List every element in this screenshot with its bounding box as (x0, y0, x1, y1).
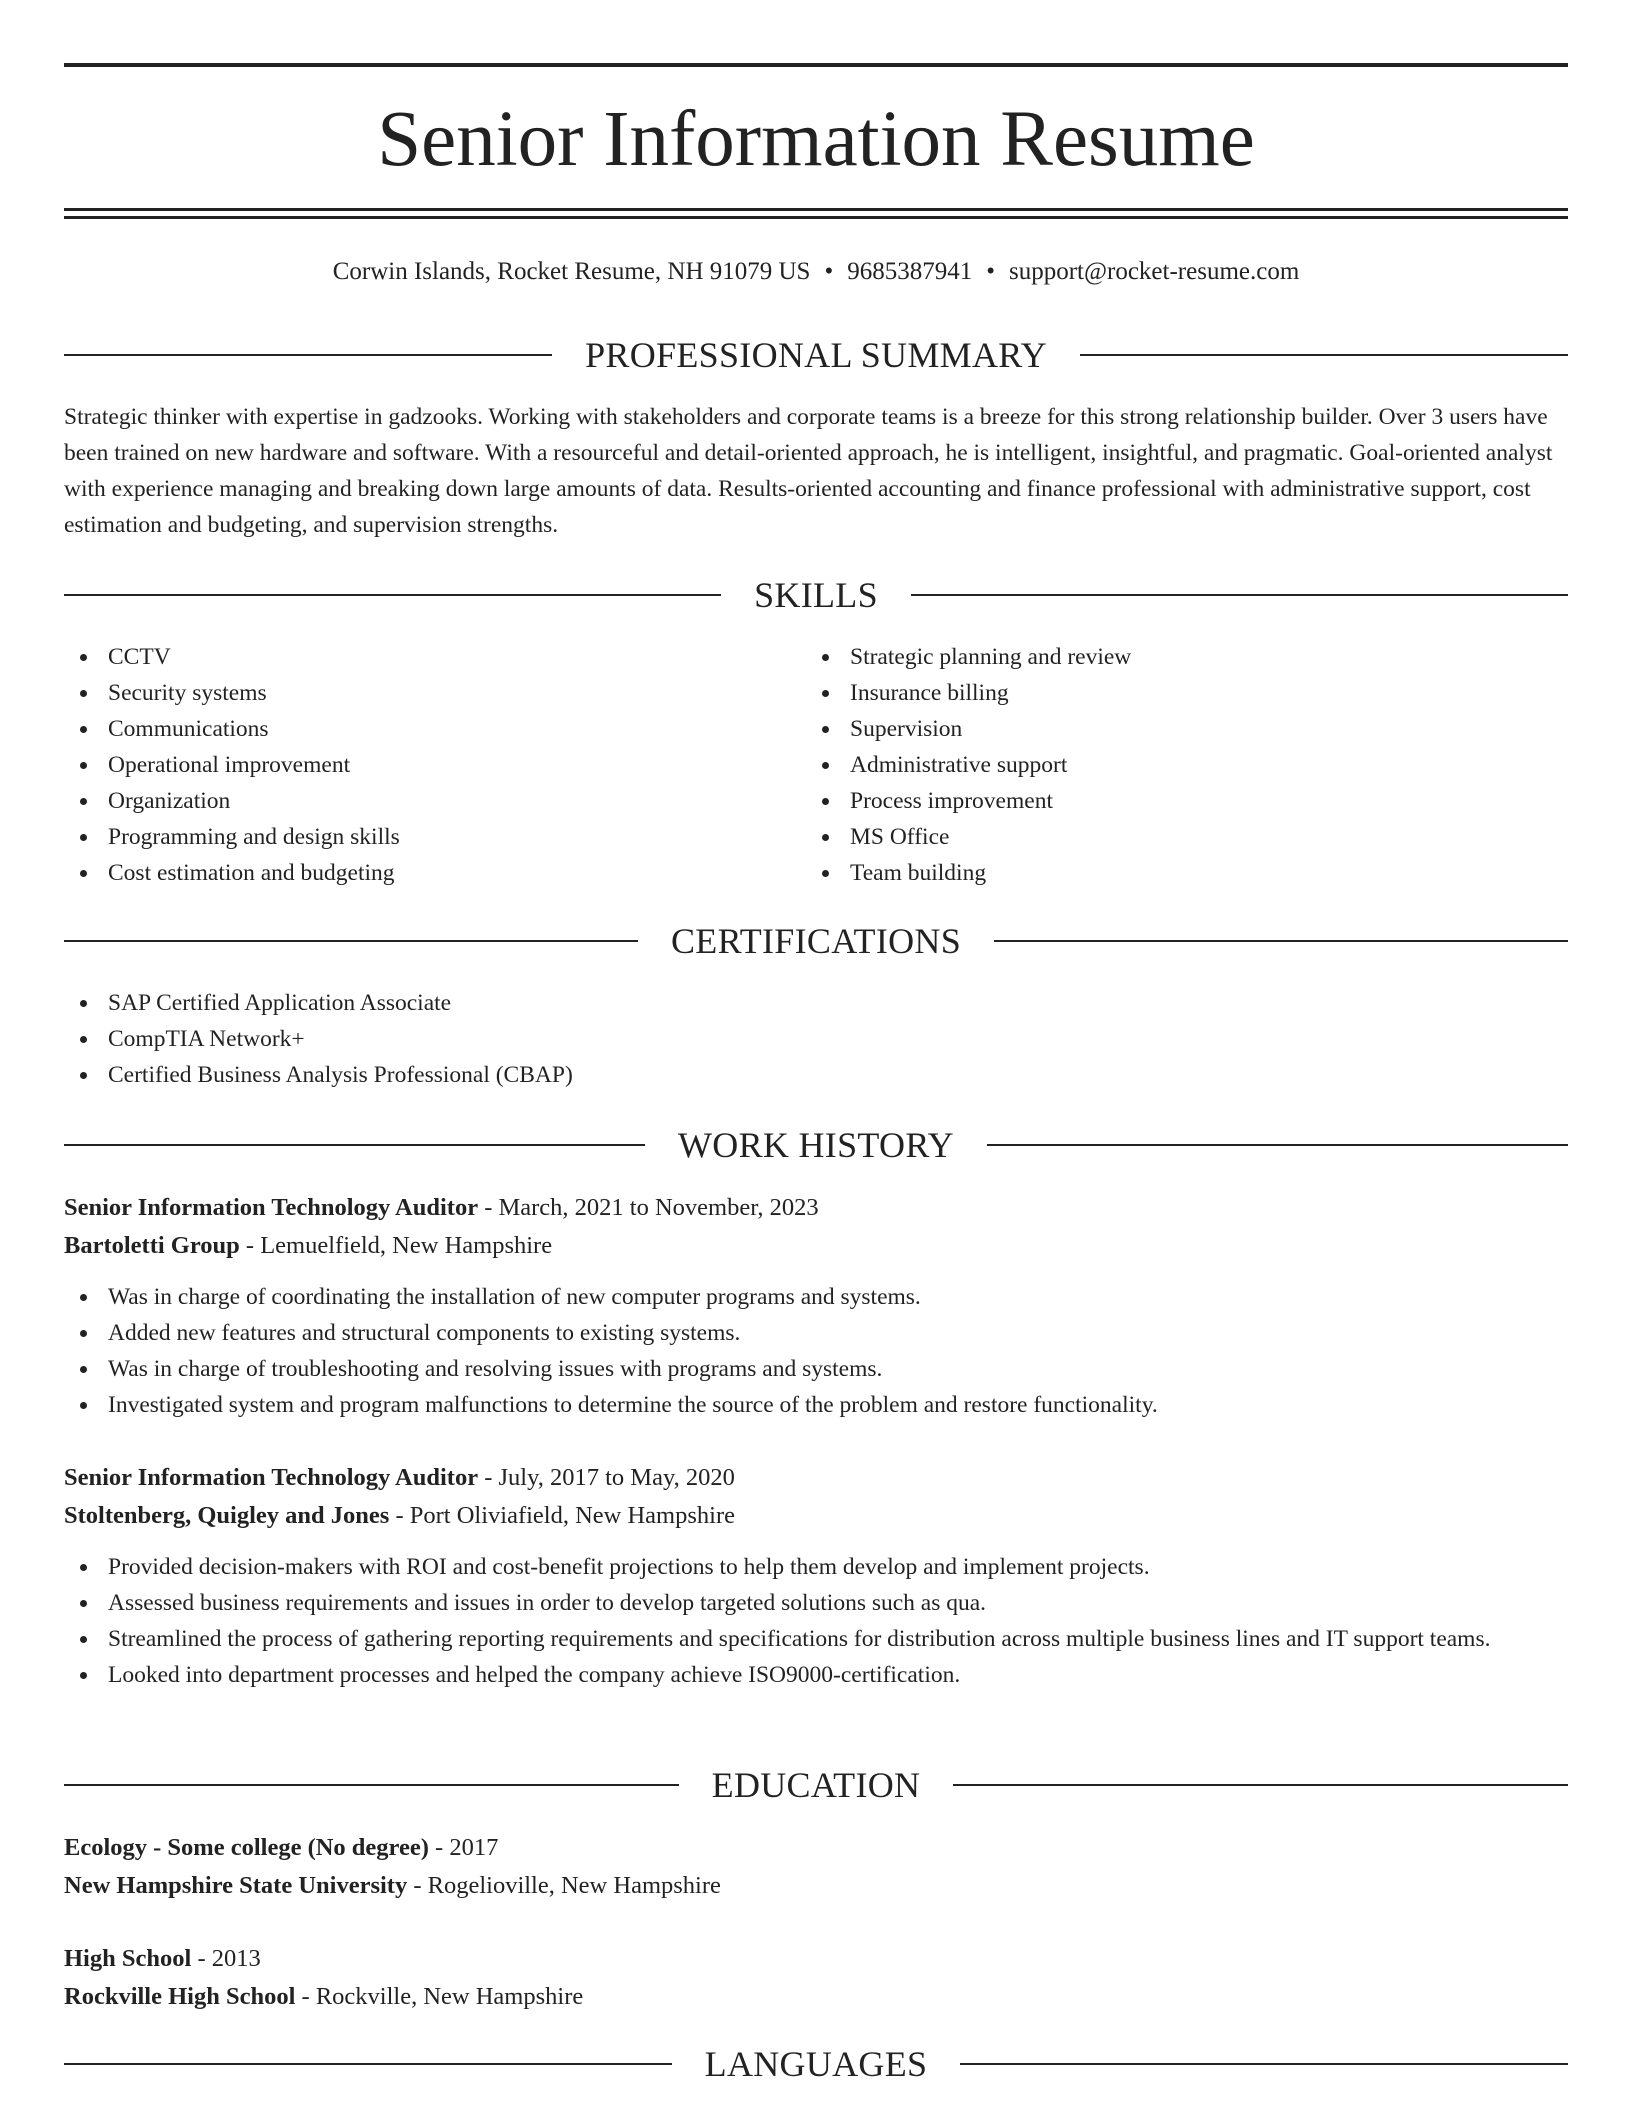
languages-section-heading (64, 2042, 1568, 2086)
job-bullet: Assessed business requirements and issues in order to develop targeted solutions such as qua. (64, 1585, 1568, 1621)
job-company: Stoltenberg, Quigley and Jones (64, 1502, 390, 1529)
job-bullet: Provided decision-makers with ROI and cost-benefit projections to help them develop and implement projects. (64, 1549, 1568, 1585)
job-bullets (64, 1279, 1568, 1423)
job-bullet: Streamlined the process of gathering reporting requirements and specifications for distribution across multiple business lines and IT support teams. (64, 1621, 1568, 1657)
job-title-line (64, 1189, 1568, 1227)
education-year: - 2017 (428, 1834, 499, 1861)
certifications-list (64, 985, 1568, 1093)
resume-title: Senior Information Resume (377, 96, 1255, 183)
education-school: Rockville High School (64, 1983, 296, 2010)
skill-item: Team building (806, 855, 1566, 891)
languages-heading-label: LANGUAGES (704, 2044, 928, 2084)
heading-rule (960, 2063, 1568, 2065)
education-degree: Ecology - Some college (No degree) (64, 1834, 429, 1861)
education-entry (64, 1829, 1568, 1905)
job-bullet: Was in charge of troubleshooting and resolving issues with programs and systems. (64, 1351, 1568, 1387)
skill-item: Strategic planning and review (806, 639, 1566, 675)
heading-rule (64, 594, 721, 596)
skills-heading-label: SKILLS (754, 575, 878, 615)
education-degree-line (64, 1829, 1568, 1867)
job-company: Bartoletti Group (64, 1232, 240, 1259)
job-bullets (64, 1549, 1568, 1693)
skills-section-heading (64, 573, 1568, 617)
heading-rule (1080, 354, 1568, 356)
heading-rule (911, 594, 1568, 596)
education-degree: High School (64, 1945, 192, 1972)
education-section-heading (64, 1763, 1568, 1807)
job-dates: - July, 2017 to May, 2020 (478, 1464, 735, 1491)
job-company-line (64, 1497, 1568, 1535)
job-entry (64, 1459, 1568, 1693)
contact-address: Corwin Islands, Rocket Resume, NH 91079 US (332, 258, 811, 285)
heading-rule (64, 354, 552, 356)
contact-line (64, 254, 1568, 290)
education-year: - 2013 (191, 1945, 261, 1972)
skill-item: CCTV (64, 639, 794, 675)
job-location: - Lemuelfield, New Hampshire (239, 1232, 553, 1259)
contact-email: support@rocket-resume.com (1008, 258, 1300, 285)
certification-item: SAP Certified Application Associate (64, 985, 1568, 1021)
education-location: - Rockville, New Hampshire (295, 1983, 584, 2010)
education-entry (64, 1940, 1568, 2016)
job-bullet: Added new features and structural components to existing systems. (64, 1315, 1568, 1351)
education-degree-line (64, 1940, 1568, 1978)
education-school: New Hampshire State University (64, 1872, 408, 1899)
skill-item: Insurance billing (806, 675, 1566, 711)
job-title-line (64, 1459, 1568, 1497)
job-dates: - March, 2021 to November, 2023 (478, 1194, 819, 1221)
summary-section-heading (64, 333, 1568, 377)
skill-item: Administrative support (806, 747, 1566, 783)
skills-list-left (64, 639, 794, 891)
contact-phone: 9685387941 (847, 258, 973, 285)
heading-rule (64, 2063, 672, 2065)
skill-item: Organization (64, 783, 794, 819)
top-rule (64, 63, 1568, 67)
skills-list-right (806, 639, 1566, 891)
certification-item: Certified Business Analysis Professional (CBAP) (64, 1057, 1568, 1093)
work-section-heading (64, 1123, 1568, 1167)
summary-text: Strategic thinker with expertise in gadzooks. Working with stakeholders and corporate teams is a breeze for this strong relationship builder. Over 3 users have been trained on new hardware and software. With a resourceful and detail-oriented approach, he is intelligent, insightful, and pragmatic. Goal-oriented analyst with experience managing and breaking down large amounts of data. Results-oriented accounting and finance professional with administrative support, cost estimation and budgeting, and supervision strengths. (64, 404, 1553, 538)
heading-rule (64, 1144, 645, 1146)
certification-item: CompTIA Network+ (64, 1021, 1568, 1057)
heading-rule (953, 1784, 1568, 1786)
certifications-heading-label: CERTIFICATIONS (670, 921, 962, 961)
job-company-line (64, 1227, 1568, 1265)
skill-item: Communications (64, 711, 794, 747)
job-title: Senior Information Technology Auditor (64, 1464, 479, 1491)
job-title: Senior Information Technology Auditor (64, 1194, 479, 1221)
skill-item: MS Office (806, 819, 1566, 855)
job-bullet: Investigated system and program malfunctions to determine the source of the problem and restore functionality. (64, 1387, 1568, 1423)
heading-rule (64, 940, 638, 942)
title-rule-upper (64, 208, 1568, 211)
skill-item: Cost estimation and budgeting (64, 855, 794, 891)
skill-item: Process improvement (806, 783, 1566, 819)
work-heading-label: WORK HISTORY (678, 1125, 954, 1165)
skill-item: Supervision (806, 711, 1566, 747)
skill-item: Security systems (64, 675, 794, 711)
job-location: - Port Oliviafield, New Hampshire (389, 1502, 735, 1529)
heading-rule (64, 1784, 679, 1786)
job-bullet: Looked into department processes and helped the company achieve ISO9000-certification. (64, 1657, 1568, 1693)
job-entry (64, 1189, 1568, 1423)
skill-item: Operational improvement (64, 747, 794, 783)
education-heading-label: EDUCATION (711, 1765, 921, 1805)
summary-heading-label: PROFESSIONAL SUMMARY (585, 335, 1047, 375)
title-rule-lower (64, 216, 1568, 219)
skill-item: Programming and design skills (64, 819, 794, 855)
education-school-line (64, 1978, 1568, 2016)
job-bullet: Was in charge of coordinating the installation of new computer programs and systems. (64, 1279, 1568, 1315)
heading-rule (994, 940, 1568, 942)
heading-rule (987, 1144, 1568, 1146)
certifications-section-heading (64, 919, 1568, 963)
education-location: - Rogelioville, New Hampshire (407, 1872, 721, 1899)
contact-separator: • (986, 258, 995, 285)
contact-separator: • (824, 258, 834, 285)
education-school-line (64, 1867, 1568, 1905)
